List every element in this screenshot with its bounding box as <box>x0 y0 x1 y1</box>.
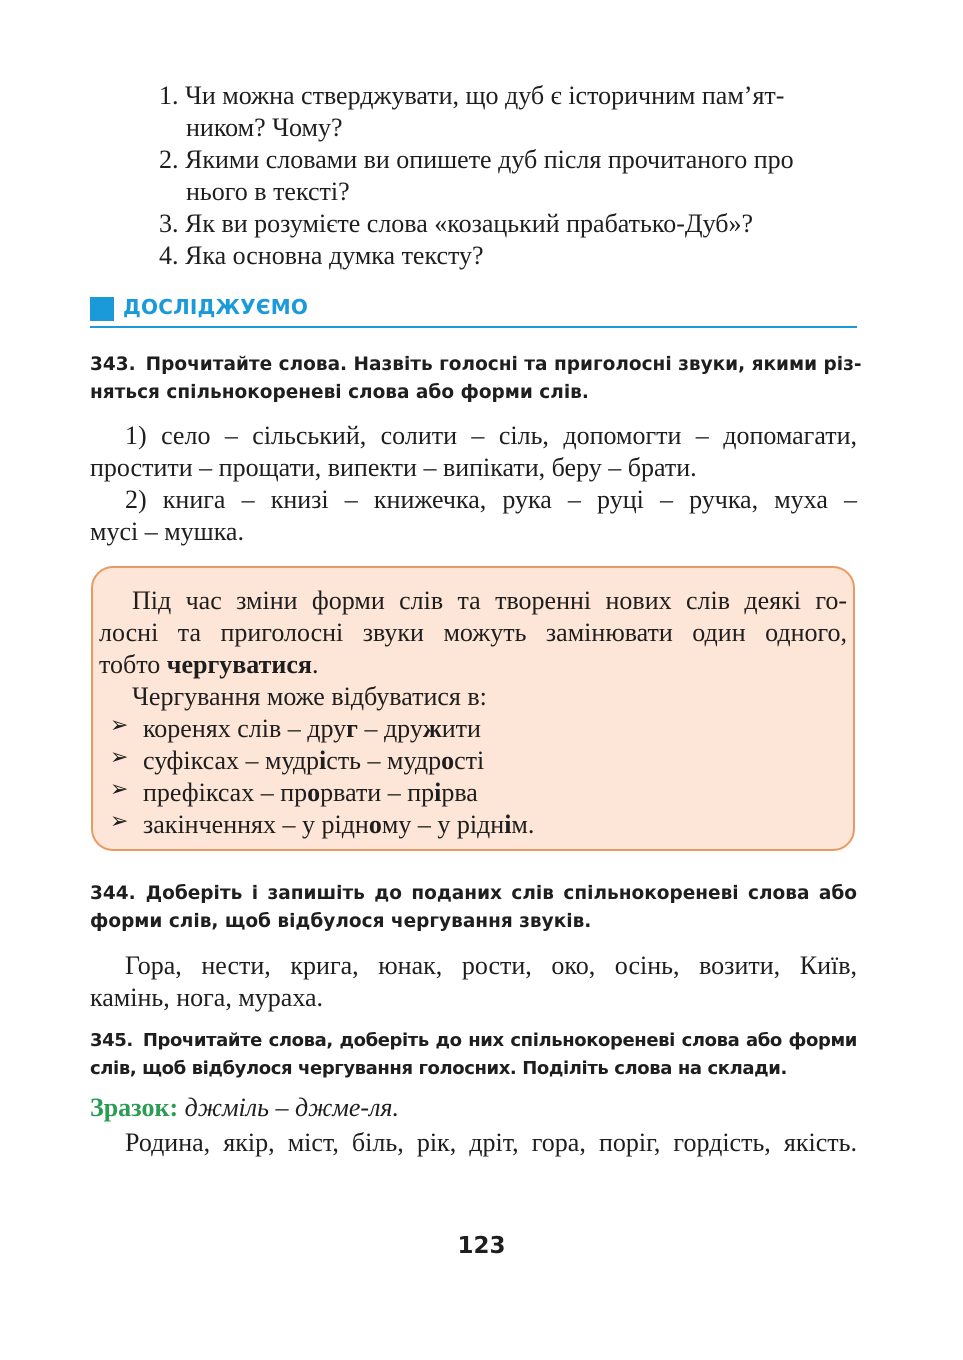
question-number: 3. <box>159 209 179 238</box>
question-text: Чи можна стверджувати, що дуб є історичним пам’ят- <box>185 81 785 110</box>
rule-bullet-4: закінченнях – у рідному – у ріднім. <box>143 810 535 839</box>
rule-line-2: лосні та приголосні звуки можуть замінювати один одного, <box>99 618 847 647</box>
task-345-words: Родина, якір, міст, біль, рік, дріт, гора, поріг, гордість, якість. <box>125 1128 857 1157</box>
sample-text: джміль – джме-ля. <box>184 1093 399 1122</box>
task-343-line-2: простити – прощати, випекти – випікати, беру – брати. <box>90 453 697 482</box>
question-2-continuation: нього в тексті? <box>186 177 350 206</box>
question-number: 1. <box>159 81 179 110</box>
arrow-bullet-icon: ➢ <box>110 713 129 738</box>
task-heading-line: слів, щоб відбулося чергування голосних. Поділіть слова на склади. <box>90 1058 787 1079</box>
rule-bullet-1: коренях слів – друг – дружити <box>143 714 481 743</box>
rule-bullet-2: суфіксах – мудрість – мудрості <box>143 746 485 775</box>
task-number: 343. <box>90 354 136 375</box>
key-term: чергуватися <box>166 650 312 679</box>
page-number: 123 <box>457 1233 506 1259</box>
question-text: Яка основна думка тексту? <box>185 241 484 270</box>
question-text: Якими словами ви опишете дуб після прочитаного про <box>185 145 794 174</box>
sample-line <box>90 1092 399 1124</box>
question-4 <box>159 240 484 272</box>
sample-label: Зразок: <box>90 1093 179 1122</box>
rule-line-3: тобто чергуватися. <box>99 650 319 679</box>
task-number: 345. <box>90 1030 133 1051</box>
rule-bullet-3: префіксах – прорвати – прірва <box>143 778 478 807</box>
task-number: 344. <box>90 883 136 904</box>
task-heading-line: 345. Прочитайте слова, доберіть до них спільнокореневі слова або форми <box>90 1030 857 1051</box>
section-divider <box>90 326 857 328</box>
rule-line-4: Чергування може відбуватися в: <box>132 682 487 711</box>
section-marker-icon <box>90 297 114 321</box>
task-344-line-2: камінь, нога, мураха. <box>90 983 324 1012</box>
rule-line-1: Під час зміни форми слів та творенні нових слів деякі го- <box>132 586 847 615</box>
arrow-bullet-icon: ➢ <box>110 809 129 834</box>
task-344-heading <box>90 880 857 936</box>
question-1-continuation: ником? Чому? <box>186 113 343 142</box>
task-343-line-1: 1) село – сільський, солити – сіль, допомогти – допомагати, <box>125 421 857 450</box>
task-344-line-1: Гора, нести, крига, юнак, рости, око, осінь, возити, Київ, <box>125 951 857 980</box>
task-heading-line: 343. Прочитайте слова. Назвіть голосні та приголосні звуки, якими різ- <box>90 354 862 375</box>
arrow-bullet-icon: ➢ <box>110 745 129 770</box>
question-number: 4. <box>159 241 179 270</box>
task-heading-line: няться спільнокореневі слова або форми слів. <box>90 382 589 403</box>
arrow-bullet-icon: ➢ <box>110 777 129 802</box>
task-343-line-4: мусі – мушка. <box>90 517 244 546</box>
question-3 <box>159 208 753 240</box>
question-text: Як ви розумієте слова «козацький прабатько-Дуб»? <box>185 209 754 238</box>
task-345-heading <box>90 1027 857 1083</box>
task-heading-line: 344. Доберіть і запишіть до поданих слів спільнокореневі слова або <box>90 883 857 904</box>
task-343-line-3: 2) книга – книзі – книжечка, рука – руці – ручка, муха – <box>125 485 857 514</box>
task-heading-line: форми слів, щоб відбулося чергування звуків. <box>90 911 592 932</box>
task-343-heading <box>90 351 862 407</box>
question-number: 2. <box>159 145 179 174</box>
question-1 <box>159 80 784 112</box>
question-2 <box>159 144 794 176</box>
section-title: ДОСЛІДЖУЄМО <box>123 295 309 319</box>
